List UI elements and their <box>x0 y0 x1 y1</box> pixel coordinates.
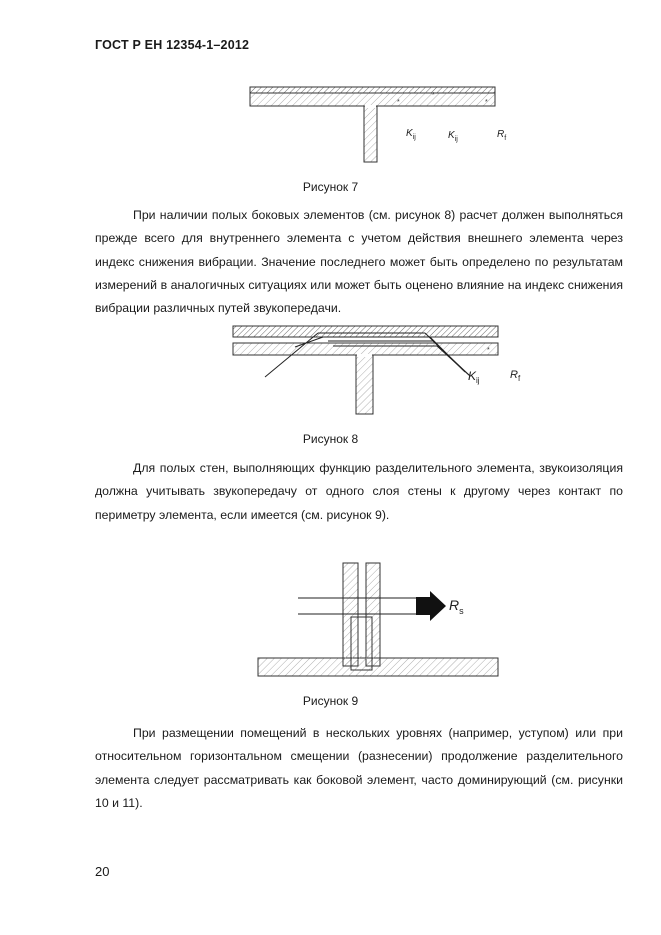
fig7-marker-2: * <box>432 92 435 99</box>
figure-9-caption: Рисунок 9 <box>302 694 359 708</box>
fig7-stem <box>364 106 377 162</box>
figure-9-diagram <box>250 555 510 685</box>
fig7-label-kij-1: $K_{ij}$ <box>406 128 416 141</box>
figure-7-caption: Рисунок 7 <box>302 180 359 194</box>
paragraph-3: При размещении помещений в нескольких уровнях (например, уступом) или при относительном горизонтальном смещении (разнесении) продолжение разделительного элемента следует рассматривать как боковой элемент, часто доминирующий (см. рисунки 10 и 11). <box>95 726 623 810</box>
fig8-marker: * <box>487 347 490 354</box>
fig8-label-kij: $K_{ij}$ <box>468 369 480 385</box>
page-number: 20 <box>95 864 110 879</box>
figure-8-caption: Рисунок 8 <box>302 432 359 446</box>
fig8-inner-leaf <box>233 343 498 355</box>
fig9-arrow <box>416 591 446 621</box>
paragraph-2: Для полых стен, выполняющих функцию разделительного элемента, звукоизоляция должна учитывать звукопередачу от одного слоя стены к другому через контакт по периметру элемента, если имеется (см. рисунок 9). <box>95 461 623 522</box>
figure-8-diagram <box>225 320 535 420</box>
fig7-label-rf: $R_f$ <box>497 129 507 142</box>
fig7-marker-3: * <box>485 99 488 106</box>
paragraph-1: При наличии полых боковых элементов (см. рисунок 8) расчет должен выполняться прежде всего для внутреннего элемента с учетом действия внешнего элемента через индекс снижения вибрации. Значение последнего может быть определено по результатам измерений в аналогичных ситуациях или может быть оценено влияние на индекс снижения вибрации различных путей звукопередачи. <box>95 208 623 316</box>
document-header: ГОСТ Р ЕН 12354-1–2012 <box>95 38 250 52</box>
figure-7-diagram <box>240 80 520 170</box>
fig8-stem <box>356 355 373 414</box>
fig7-top-plate-inner <box>250 93 495 106</box>
fig8-outer-leaf <box>233 326 498 337</box>
fig7-marker-1: * <box>397 99 400 106</box>
fig8-label-rf: $R_f$ <box>510 369 521 383</box>
fig7-label-kij-2: $K_{ij}$ <box>448 130 458 143</box>
fig9-label-rs: $R_s$ <box>449 597 464 616</box>
fig7-top-plate-outer <box>250 87 495 93</box>
